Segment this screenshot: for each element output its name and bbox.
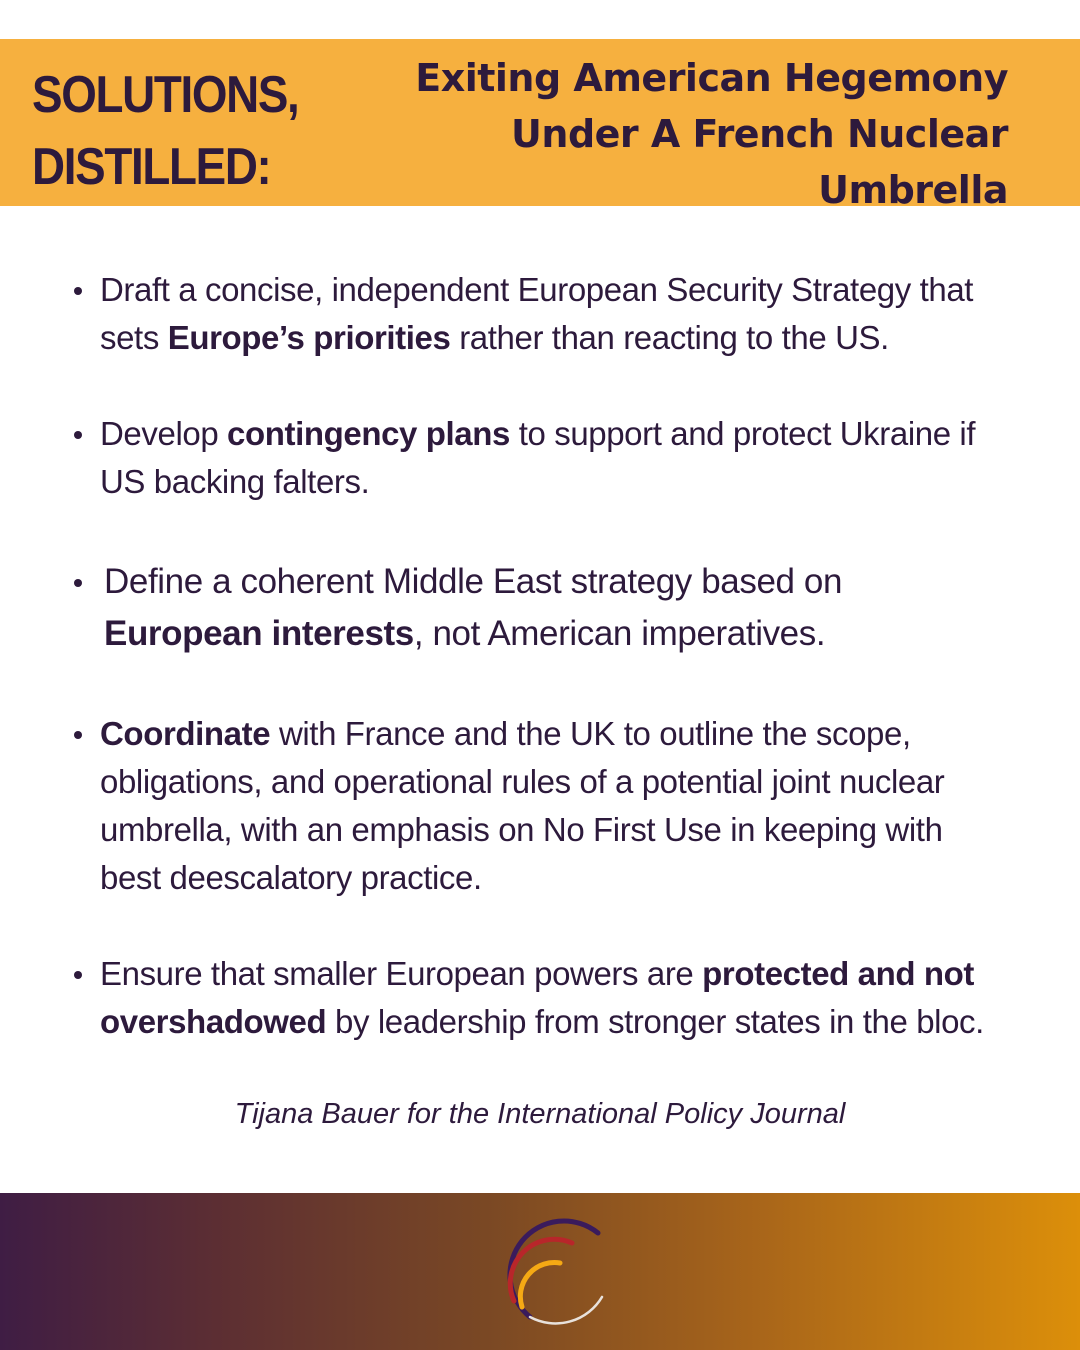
line: US backing falters.	[100, 463, 370, 500]
emphasis: Europe’s priorities	[167, 319, 451, 356]
bullet-dot-icon	[74, 579, 82, 587]
line: Ensure that smaller European powers are protected and not	[100, 955, 975, 992]
line: Draft a concise, independent European Security Strategy that	[100, 271, 974, 308]
bullet-dot-icon	[74, 431, 82, 439]
article-title-line-2: Under A French Nuclear	[511, 112, 1008, 156]
concentric-arcs-logo-icon	[490, 1205, 616, 1331]
line: Coordinate with France and the UK to outline the scope,	[100, 715, 911, 752]
emphasis: protected and not	[702, 955, 975, 992]
bullet-dot-icon	[74, 731, 82, 739]
line: sets Europe’s priorities rather than reacting to the US.	[100, 319, 889, 356]
bullet-dot-icon	[74, 287, 82, 295]
emphasis: overshadowed	[100, 1003, 327, 1040]
section-title	[32, 59, 298, 203]
article-title	[415, 50, 1008, 218]
footer-band	[0, 1193, 1080, 1350]
line: umbrella, with an emphasis on No First Use in keeping with	[100, 811, 943, 848]
line: overshadowed by leadership from stronger states in the bloc.	[100, 1003, 984, 1040]
list-item	[72, 266, 973, 362]
bullet-dot-icon	[74, 971, 82, 979]
section-title-line-1: SOLUTIONS,	[32, 66, 299, 124]
emphasis: Coordinate	[100, 715, 271, 752]
line: best deescalatory practice.	[100, 859, 482, 896]
list-item	[72, 556, 842, 660]
emphasis: contingency plans	[227, 415, 510, 452]
byline: Tijana Bauer for the International Policy Journal	[234, 1098, 846, 1130]
header-band	[0, 39, 1080, 212]
list-item	[72, 710, 944, 902]
line: Develop contingency plans to support and protect Ukraine if	[100, 415, 976, 452]
line: European interests, not American imperatives.	[104, 614, 826, 653]
list-item	[72, 410, 975, 506]
article-title-line-3: Umbrella	[818, 168, 1008, 212]
line: obligations, and operational rules of a potential joint nuclear	[100, 763, 945, 800]
list-item	[72, 950, 984, 1046]
article-title-line-1: Exiting American Hegemony	[415, 56, 1008, 100]
emphasis: European interests	[104, 614, 414, 653]
section-title-line-2: DISTILLED:	[32, 138, 271, 196]
line: Define a coherent Middle East strategy based on	[104, 562, 843, 601]
